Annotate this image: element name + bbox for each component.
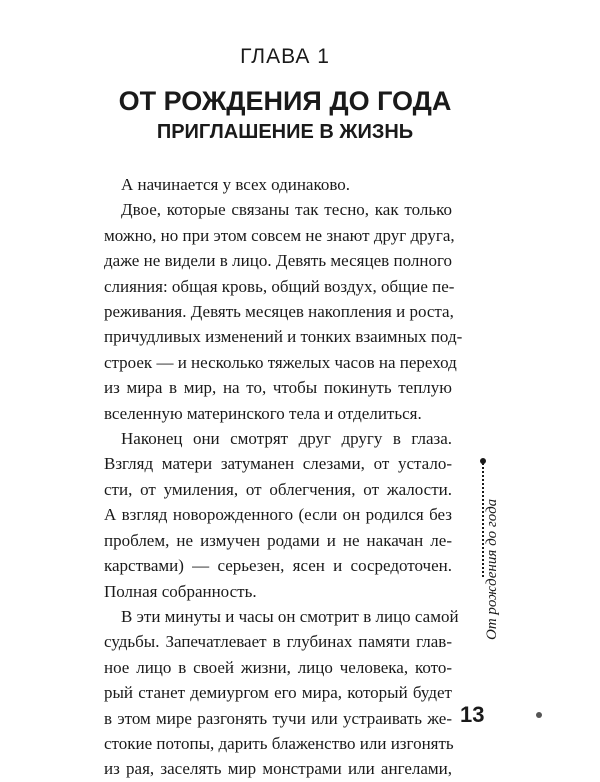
text-line: Двое, которые связаны так тесно, как только (121, 200, 452, 220)
text-line: вселенную материнского тела и отделиться. (104, 403, 422, 423)
text-line: реживания. Девять месяцев накопления и роста, (104, 302, 454, 322)
running-head: От рождения до года (484, 498, 500, 640)
text-line: стокие потопы, дарить блаженство или изгонять (104, 733, 454, 753)
text-line: Наконец они смотрят друг другу в глаза. (121, 429, 452, 449)
text-line: ное лицо в своей жизни, лицо человека, кото- (104, 657, 452, 677)
text-line: даже не видели в лицо. Девять месяцев полного (104, 251, 452, 271)
text-line: Полная собранность. (104, 581, 257, 601)
text-line: проблем, не измучен родами и не накачан ле- (104, 530, 452, 550)
text-line: рый станет демиургом его мира, который будет (104, 683, 452, 703)
text-line: Взгляд матери затуманен слезами, от устало- (104, 454, 452, 474)
text-line: строек — и несколько тяжелых часов на переход (104, 352, 457, 372)
text-line: можно, но при этом совсем не знают друг друга, (104, 225, 455, 245)
text-line: слияния: общая кровь, общий воздух, общие пе- (104, 276, 455, 296)
text-line: А взгляд новорожденного (если он родился без (104, 505, 452, 525)
chapter-title: ОТ РОЖДЕНИЯ ДО ГОДА (118, 86, 452, 116)
text-line: из рая, заселять мир монстрами или ангелами, (104, 759, 452, 779)
text-line: причудливых изменений и тонких взаимных под- (104, 327, 463, 347)
scan-speck (536, 712, 542, 718)
text-line: сти, от умиления, от облегчения, от жалости. (104, 479, 452, 499)
text-line: судьбы. Запечатлевает в глубинах памяти глав- (104, 632, 452, 652)
page-number: 13 (460, 702, 485, 727)
body-text (104, 172, 463, 782)
chapter-subtitle: ПРИГЛАШЕНИЕ В ЖИЗНЬ (156, 121, 414, 143)
text-line: в этом мире разгонять тучи или устраивать же- (104, 708, 452, 728)
text-line: В эти минуты и часы он смотрит в лицо самой (121, 606, 459, 626)
chapter-label: ГЛАВА 1 (240, 45, 330, 68)
text-line: А начинается у всех одинаково. (121, 175, 351, 194)
text-line: карствами) — серьезен, ясен и сосредоточен. (104, 556, 452, 576)
text-line: из мира в мир, на то, чтобы покинуть теплую (104, 378, 452, 398)
